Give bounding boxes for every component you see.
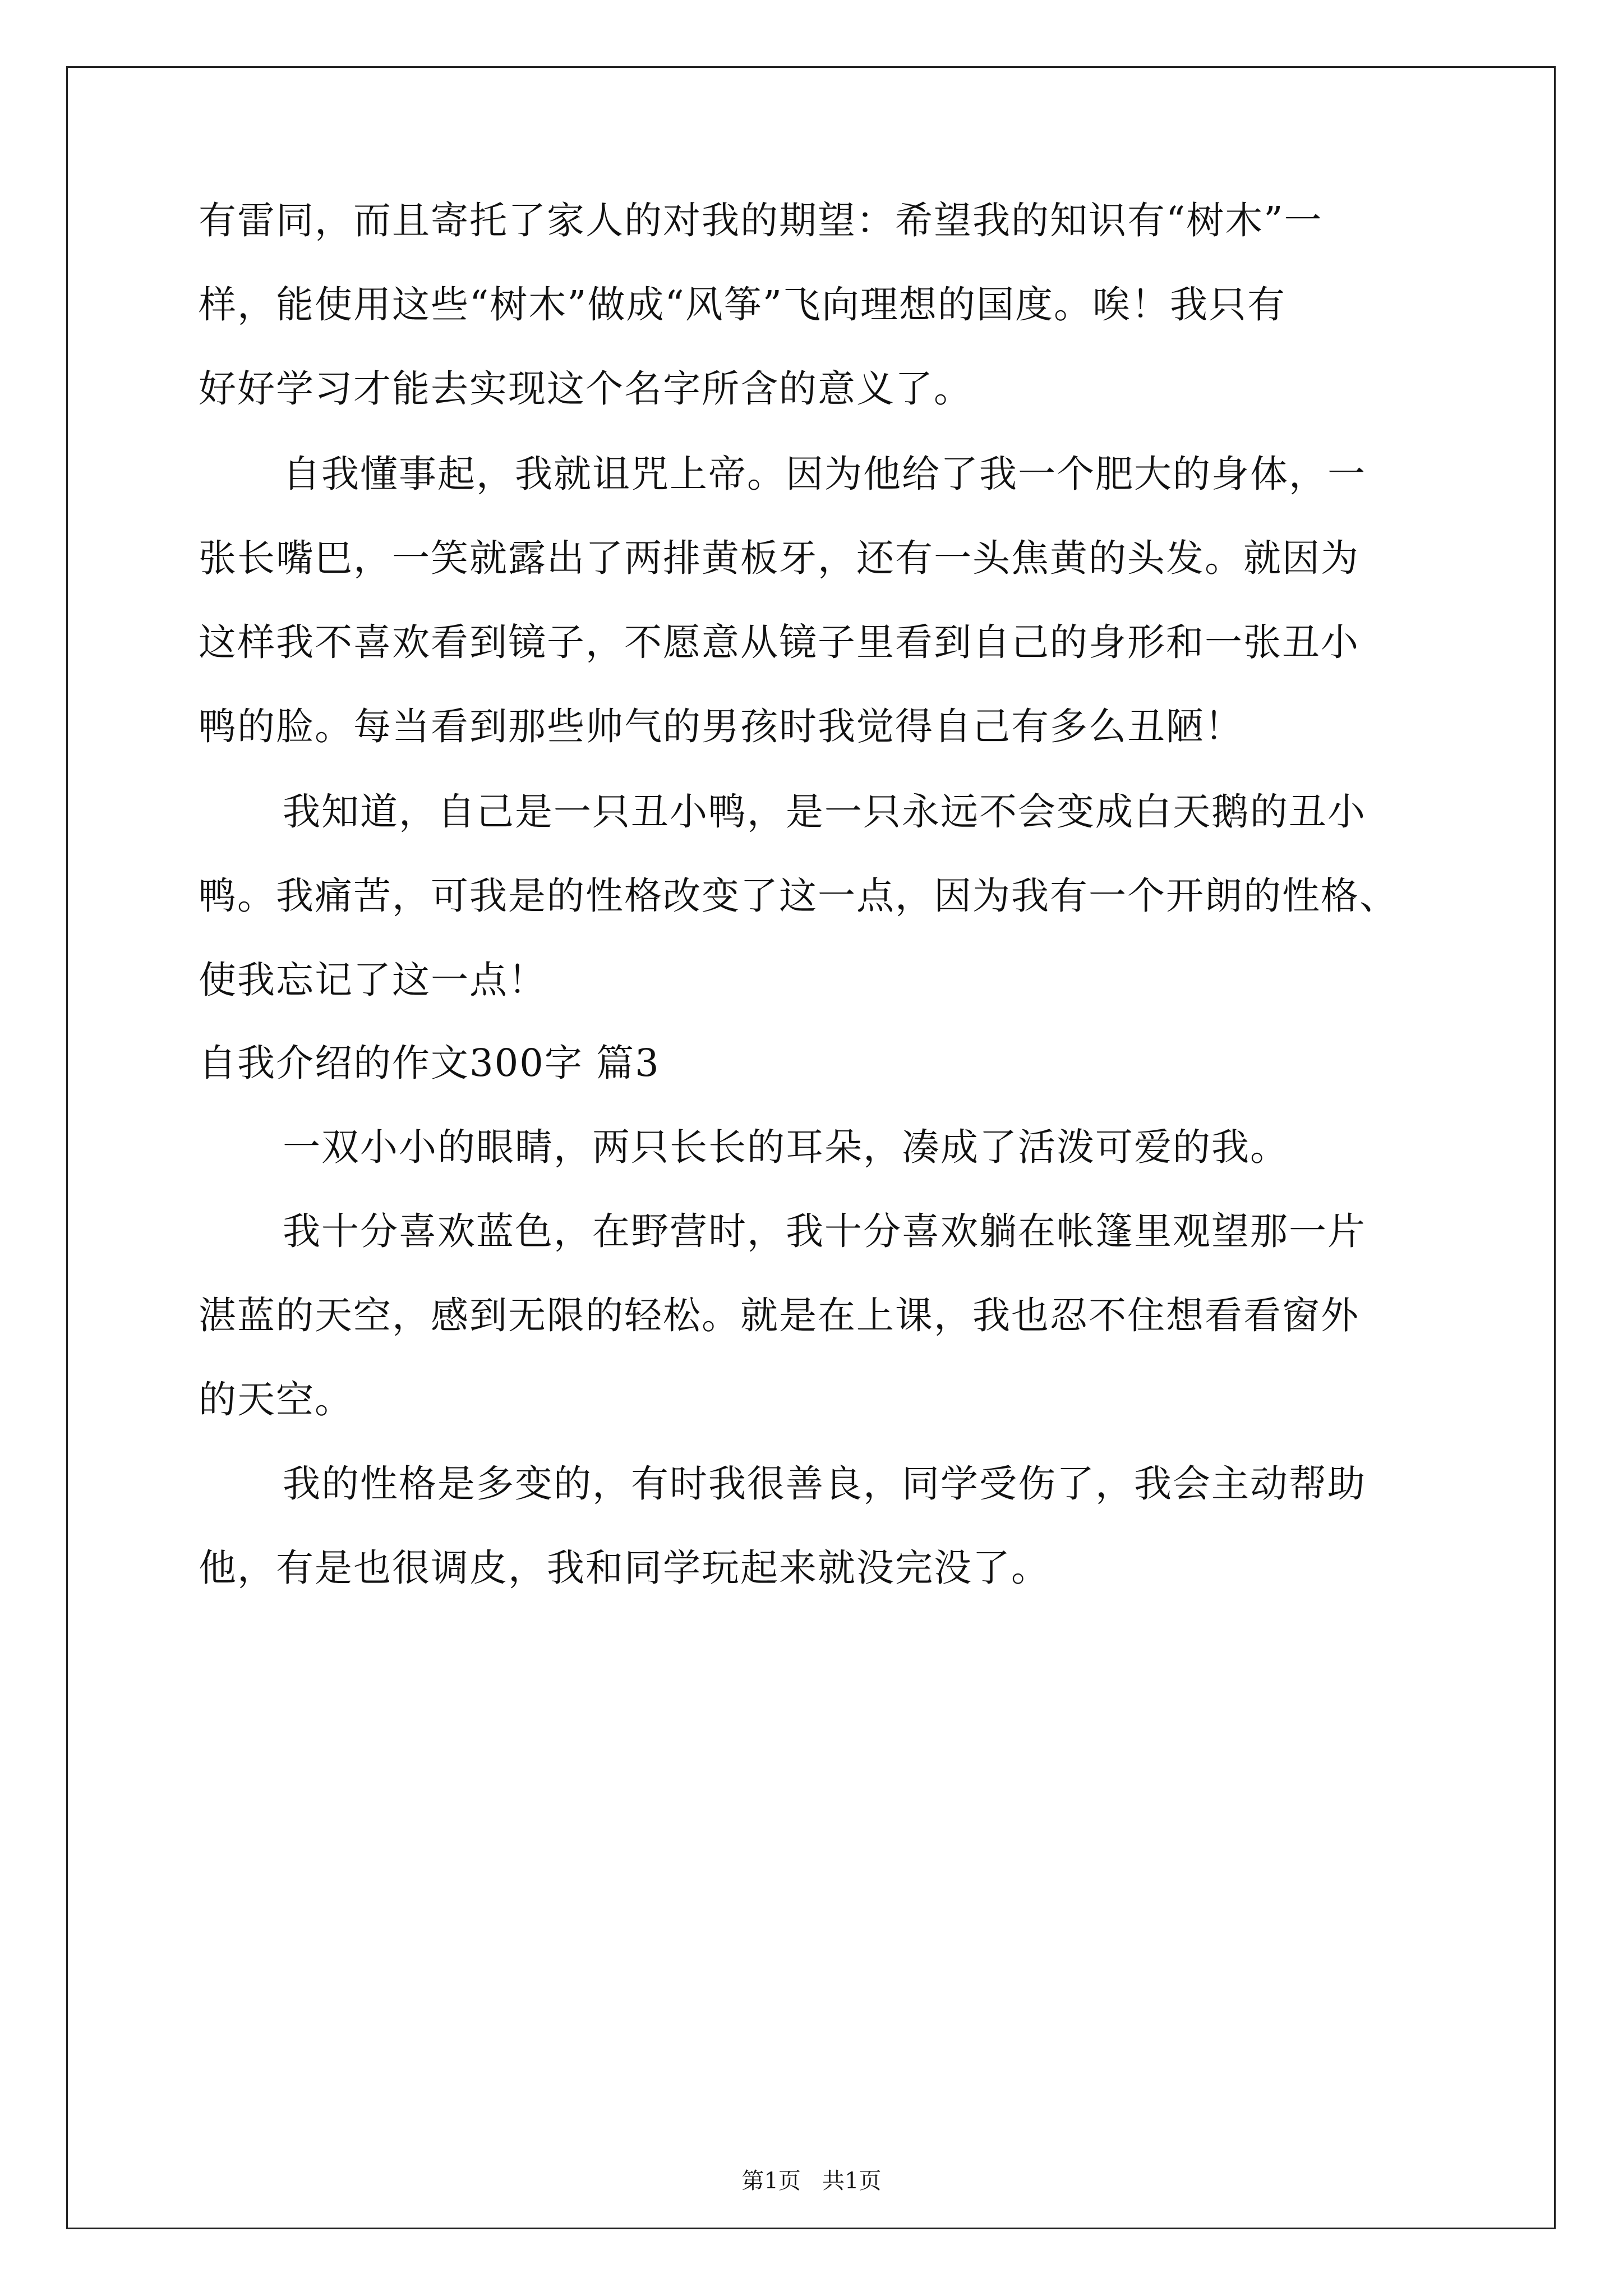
paragraph-line: 鸭的脸。每当看到那些帅气的男孩时我觉得自己有多么丑陋！ <box>199 705 1243 748</box>
paragraph-line: 这样我不喜欢看到镜子，不愿意从镜子里看到自己的身形和一张丑小 <box>199 620 1359 664</box>
paragraph-line: 使我忘记了这一点！ <box>199 958 547 1002</box>
paragraph-line: 我十分喜欢蓝色，在野营时，我十分喜欢躺在帐篷里观望那一片 <box>283 1209 1366 1253</box>
paragraph-line: 我的性格是多变的，有时我很善良，同学受伤了，我会主动帮助 <box>283 1462 1366 1506</box>
section-heading: 自我介绍的作文300字 篇3 <box>199 1041 660 1085</box>
paragraph-line: 他，有是也很调皮，我和同学玩起来就没完没了。 <box>199 1546 1050 1590</box>
paragraph-line: 张长嘴巴，一笑就露出了两排黄板牙，还有一头焦黄的头发。就因为 <box>199 536 1359 580</box>
paragraph-line: 一双小小的眼睛，两只长长的耳朵，凑成了活泼可爱的我。 <box>283 1125 1289 1169</box>
page-number-footer: 第1页 共1页 <box>741 2168 882 2194</box>
paragraph-line: 湛蓝的天空，感到无限的轻松。就是在上课，我也忍不住想看看窗外 <box>199 1294 1359 1337</box>
paragraph-line: 样，能使用这些“树木”做成“风筝”飞向理想的国度。唉！我只有 <box>199 283 1287 326</box>
paragraph-line: 的天空。 <box>199 1378 353 1421</box>
paragraph-line: 好好学习才能去实现这个名字所含的意义了。 <box>199 367 972 411</box>
paragraph-line: 有雷同，而且寄托了家人的对我的期望：希望我的知识有“树木”一 <box>199 199 1323 242</box>
paragraph-line: 自我懂事起，我就诅咒上帝。因为他给了我一个肥大的身体，一 <box>283 452 1366 496</box>
paragraph-line: 鸭。我痛苦，可我是的性格改变了这一点，因为我有一个开朗的性格、 <box>199 874 1398 918</box>
paragraph-line: 我知道，自己是一只丑小鸭，是一只永远不会变成白天鹅的丑小 <box>283 790 1366 834</box>
